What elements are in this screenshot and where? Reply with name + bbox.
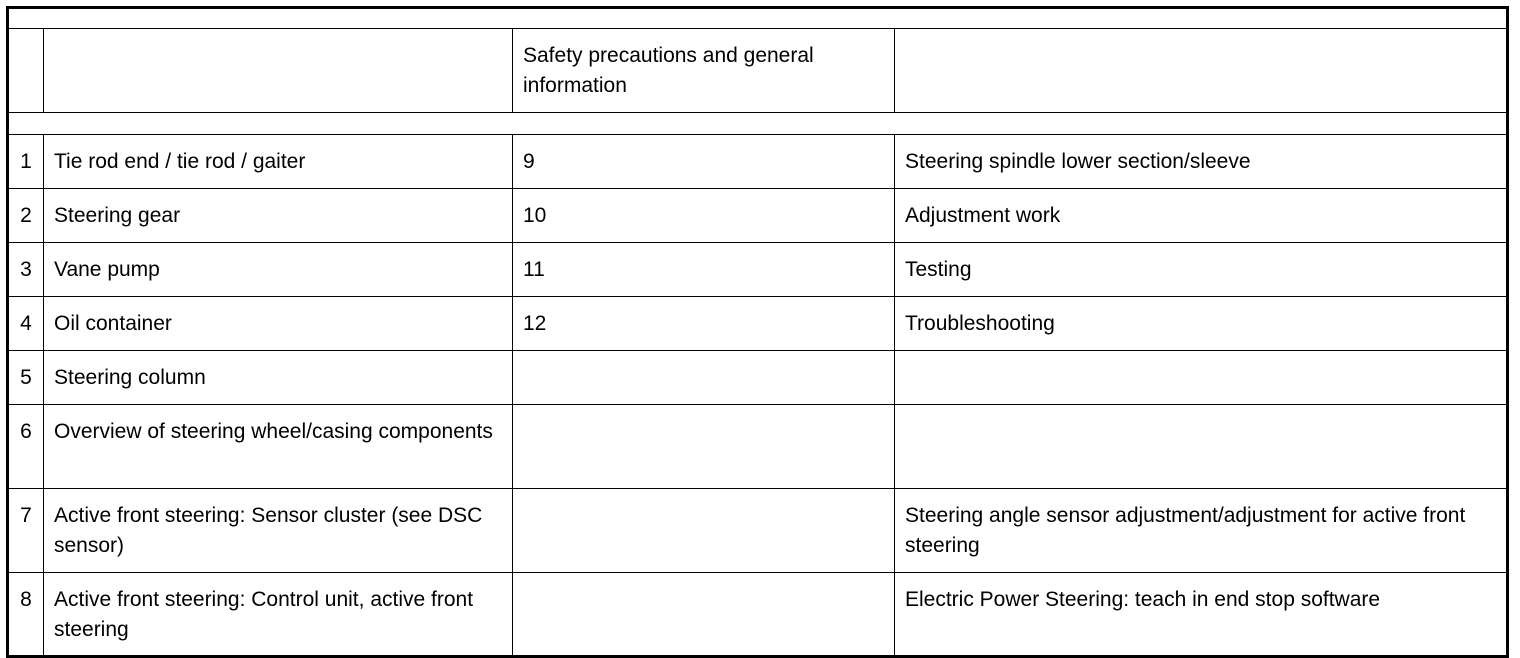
row-number: 1: [8, 135, 44, 189]
row-desc: Troubleshooting: [895, 297, 1508, 351]
row-item: Active front steering: Sensor cluster (see DSC sensor): [44, 489, 513, 573]
row-ref: [513, 489, 895, 573]
row-item: Oil container: [44, 297, 513, 351]
row-desc: [895, 351, 1508, 405]
row-ref: [513, 405, 895, 489]
row-ref: 12: [513, 297, 895, 351]
header-cell-item: [44, 29, 513, 113]
row-number: 4: [8, 297, 44, 351]
table-row: [8, 189, 1508, 243]
row-ref: 9: [513, 135, 895, 189]
row-number: 6: [8, 405, 44, 489]
row-desc: Electric Power Steering: teach in end stop software: [895, 573, 1508, 657]
row-item: Tie rod end / tie rod / gaiter: [44, 135, 513, 189]
header-cell-desc: [895, 29, 1508, 113]
row-ref: [513, 573, 895, 657]
top-spacer-cell: [8, 8, 1508, 29]
row-number: 3: [8, 243, 44, 297]
steering-contents-table: [6, 6, 1509, 658]
table-row: [8, 135, 1508, 189]
table-top-spacer-row: [8, 8, 1508, 29]
row-desc: [895, 405, 1508, 489]
row-number: 8: [8, 573, 44, 657]
mid-spacer-cell: [8, 113, 1508, 135]
row-item: Vane pump: [44, 243, 513, 297]
row-item: Active front steering: Control unit, active front steering: [44, 573, 513, 657]
row-desc: Steering angle sensor adjustment/adjustment for active front steering: [895, 489, 1508, 573]
row-number: 5: [8, 351, 44, 405]
row-item: Steering gear: [44, 189, 513, 243]
table-row: [8, 243, 1508, 297]
header-cell-num: [8, 29, 44, 113]
table-mid-spacer-row: [8, 113, 1508, 135]
table-row: [8, 573, 1508, 657]
row-number: 7: [8, 489, 44, 573]
row-ref: 10: [513, 189, 895, 243]
table-row: [8, 297, 1508, 351]
row-item: Overview of steering wheel/casing components: [44, 405, 513, 489]
table-row: [8, 351, 1508, 405]
row-item: Steering column: [44, 351, 513, 405]
row-desc: Adjustment work: [895, 189, 1508, 243]
header-cell-safety: Safety precautions and general information: [513, 29, 895, 113]
table-row: [8, 489, 1508, 573]
row-desc: Steering spindle lower section/sleeve: [895, 135, 1508, 189]
row-ref: 11: [513, 243, 895, 297]
table-row: [8, 405, 1508, 489]
table-header-row: [8, 29, 1508, 113]
row-ref: [513, 351, 895, 405]
row-desc: Testing: [895, 243, 1508, 297]
row-number: 2: [8, 189, 44, 243]
